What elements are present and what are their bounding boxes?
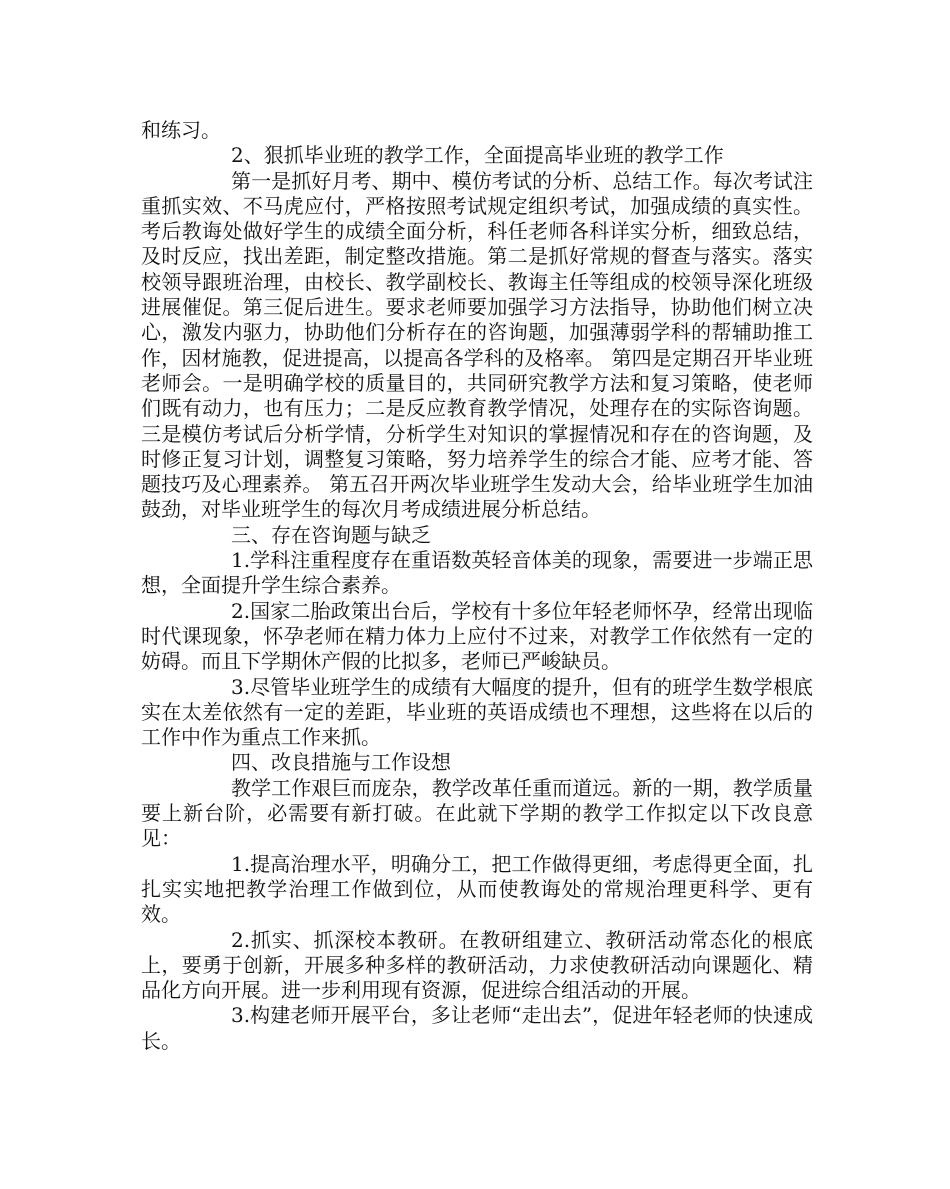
paragraph-continuation: 和练习。 bbox=[141, 118, 221, 142]
paragraph-improvements-intro: 教学工作艰巨而庞杂，教学改革任重而道远。新的一期，教学质量要上新台阶，必需要有新打破。在此就下学期的教学工作拟定以下改良意见： bbox=[141, 775, 813, 851]
paragraph-problem-1: 1.学科注重程度存在重语数英轻音体美的现象，需要进一步端正思想，全面提升学生综合素养。 bbox=[141, 548, 813, 598]
section-heading-graduating-class: 2、狠抓毕业班的教学工作，全面提高毕业班的教学工作 bbox=[231, 143, 724, 168]
section-heading-problems: 三、存在咨询题与缺乏 bbox=[231, 522, 431, 547]
paragraph-improvement-1: 1.提高治理水平，明确分工，把工作做得更细，考虑得更全面，扎扎实实地把教学治理工作做到位，从而使教诲处的常规治理更科学、更有效。 bbox=[141, 851, 813, 927]
document-page bbox=[141, 118, 813, 1054]
section-heading-improvements: 四、改良措施与工作设想 bbox=[231, 750, 451, 775]
paragraph-improvement-3: 3.构建老师开展平台，多让老师“走出去”，促进年轻老师的快速成长。 bbox=[141, 1003, 813, 1053]
paragraph-problem-2: 2.国家二胎政策出台后，学校有十多位年轻老师怀孕，经常出现临时代课现象，怀孕老师在精力体力上应付不过来，对教学工作依然有一定的妨碍。而且下学期休产假的比拟多，老师已严峻缺员。 bbox=[141, 598, 813, 674]
paragraph-graduating-class-measures: 第一是抓好月考、期中、模仿考试的分析、总结工作。每次考试注重抓实效、不马虎应付，严格按照考试规定组织考试，加强成绩的真实性。考后教诲处做好学生的成绩全面分析，科任老师各科详实分析，细致总结，及时反应，找出差距，制定整改措施。第二是抓好常规的督查与落实。落实校领导跟班治理，由校长、教学副校长、教诲主任等组成的校领导深化班级进展催促。第三促后进生。要求老师要加强学习方法指导，协助他们树立决心，激发内驱力，协助他们分析存在的咨询题，加强薄弱学科的帮辅助推工作，因材施教，促进提高，以提高各学科的及格率。 第四是定期召开毕业班老师会。一是明确学校的质量目的，共同研究教学方法和复习策略，使老师们既有动力，也有压力；二是反应教育教学情况，处理存在的实际咨询题。三是模仿考试后分析学情，分析学生对知识的掌握情况和存在的咨询题，及时修正复习计划，调整复习策略，努力培养学生的综合才能、应考才能、答题技巧及心理素养。 第五召开两次毕业班学生发动大会，给毕业班学生加油鼓劲，对毕业班学生的每次月考成绩进展分析总结。 bbox=[141, 168, 813, 522]
paragraph-problem-3: 3.尽管毕业班学生的成绩有大幅度的提升，但有的班学生数学根底实在太差依然有一定的差距，毕业班的英语成绩也不理想，这些将在以后的工作中作为重点工作来抓。 bbox=[141, 674, 813, 750]
paragraph-improvement-2: 2.抓实、抓深校本教研。在教研组建立、教研活动常态化的根底上，要勇于创新，开展多种多样的教研活动，力求使教研活动向课题化、精品化方向开展。进一步利用现有资源，促进综合组活动的开展。 bbox=[141, 927, 813, 1003]
